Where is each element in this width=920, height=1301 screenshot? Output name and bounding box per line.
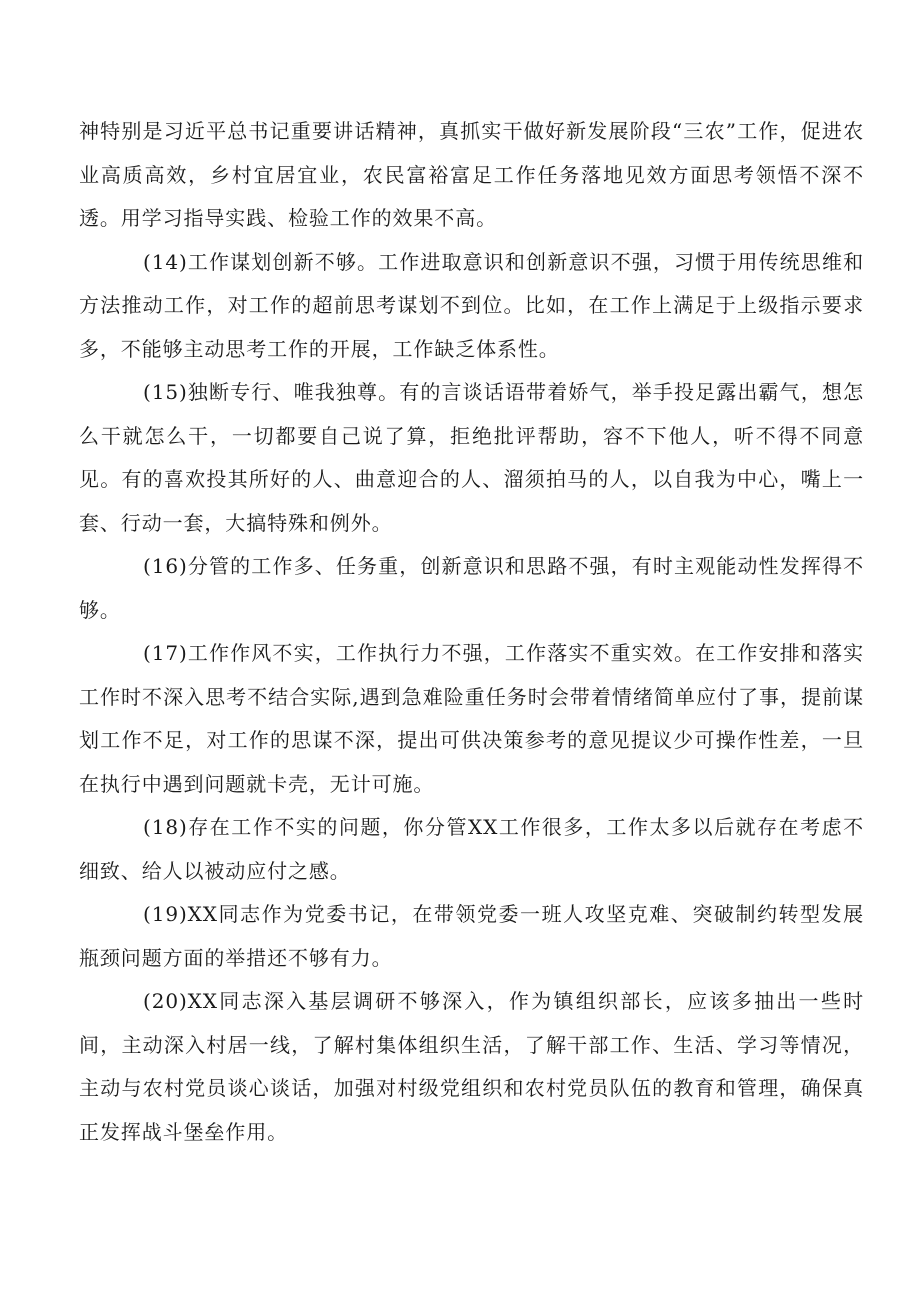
- paragraph-item-19: (19)XX同志作为党委书记，在带领党委一班人攻坚克难、突破制约转型发展瓶颈问题方面的举措还不够有力。: [79, 902, 864, 970]
- paragraph-item-14: (14)工作谋划创新不够。工作进取意识和创新意识不强，习惯于用传统思维和方法推动工作，对工作的超前思考谋划不到位。比如，在工作上满足于上级指示要求多，不能够主动思考工作的开展，工作缺乏体系性。: [79, 249, 864, 361]
- paragraph-continuation: 神特别是习近平总书记重要讲话精神，真抓实干做好新发展阶段“三农”工作，促进农业高质高效，乡村宜居宜业，农民富裕富足工作任务落地见效方面思考领悟不深不透。用学习指导实践、检验工作的效果不高。: [79, 119, 864, 230]
- paragraph-item-17: (17)工作作风不实，工作执行力不强，工作落实不重实效。在工作安排和落实工作时不深入思考不结合实际,遇到急难险重任务时会带着情绪简单应付了事，提前谋划工作不足，对工作的思谋不深，提出可供决策参考的意见提议少可操作性差，一旦在执行中遇到问题就卡壳，无计可施。: [79, 641, 864, 796]
- paragraph-item-16: (16)分管的工作多、任务重，创新意识和思路不强，有时主观能动性发挥得不够。: [79, 554, 864, 622]
- paragraph-item-15: (15)独断专行、唯我独尊。有的言谈话语带着娇气，举手投足露出霸气，想怎么干就怎么干，一切都要自己说了算，拒绝批评帮助，容不下他人，听不得不同意见。有的喜欢投其所好的人、曲意迎合的人、溜须拍马的人，以自我为中心，嘴上一套、行动一套，大搞特殊和例外。: [79, 380, 864, 535]
- paragraph-item-18: (18)存在工作不实的问题，你分管XX工作很多，工作太多以后就存在考虑不细致、给人以被动应付之感。: [79, 815, 864, 883]
- paragraph-item-20: (20)XX同志深入基层调研不够深入，作为镇组织部长，应该多抽出一些时间，主动深入村居一线，了解村集体组织生活，了解干部工作、生活、学习等情况，主动与农村党员谈心谈话，加强对村级党组织和农村党员队伍的教育和管理，确保真正发挥战斗堡垒作用。: [79, 989, 864, 1144]
- document-body: [79, 110, 864, 1154]
